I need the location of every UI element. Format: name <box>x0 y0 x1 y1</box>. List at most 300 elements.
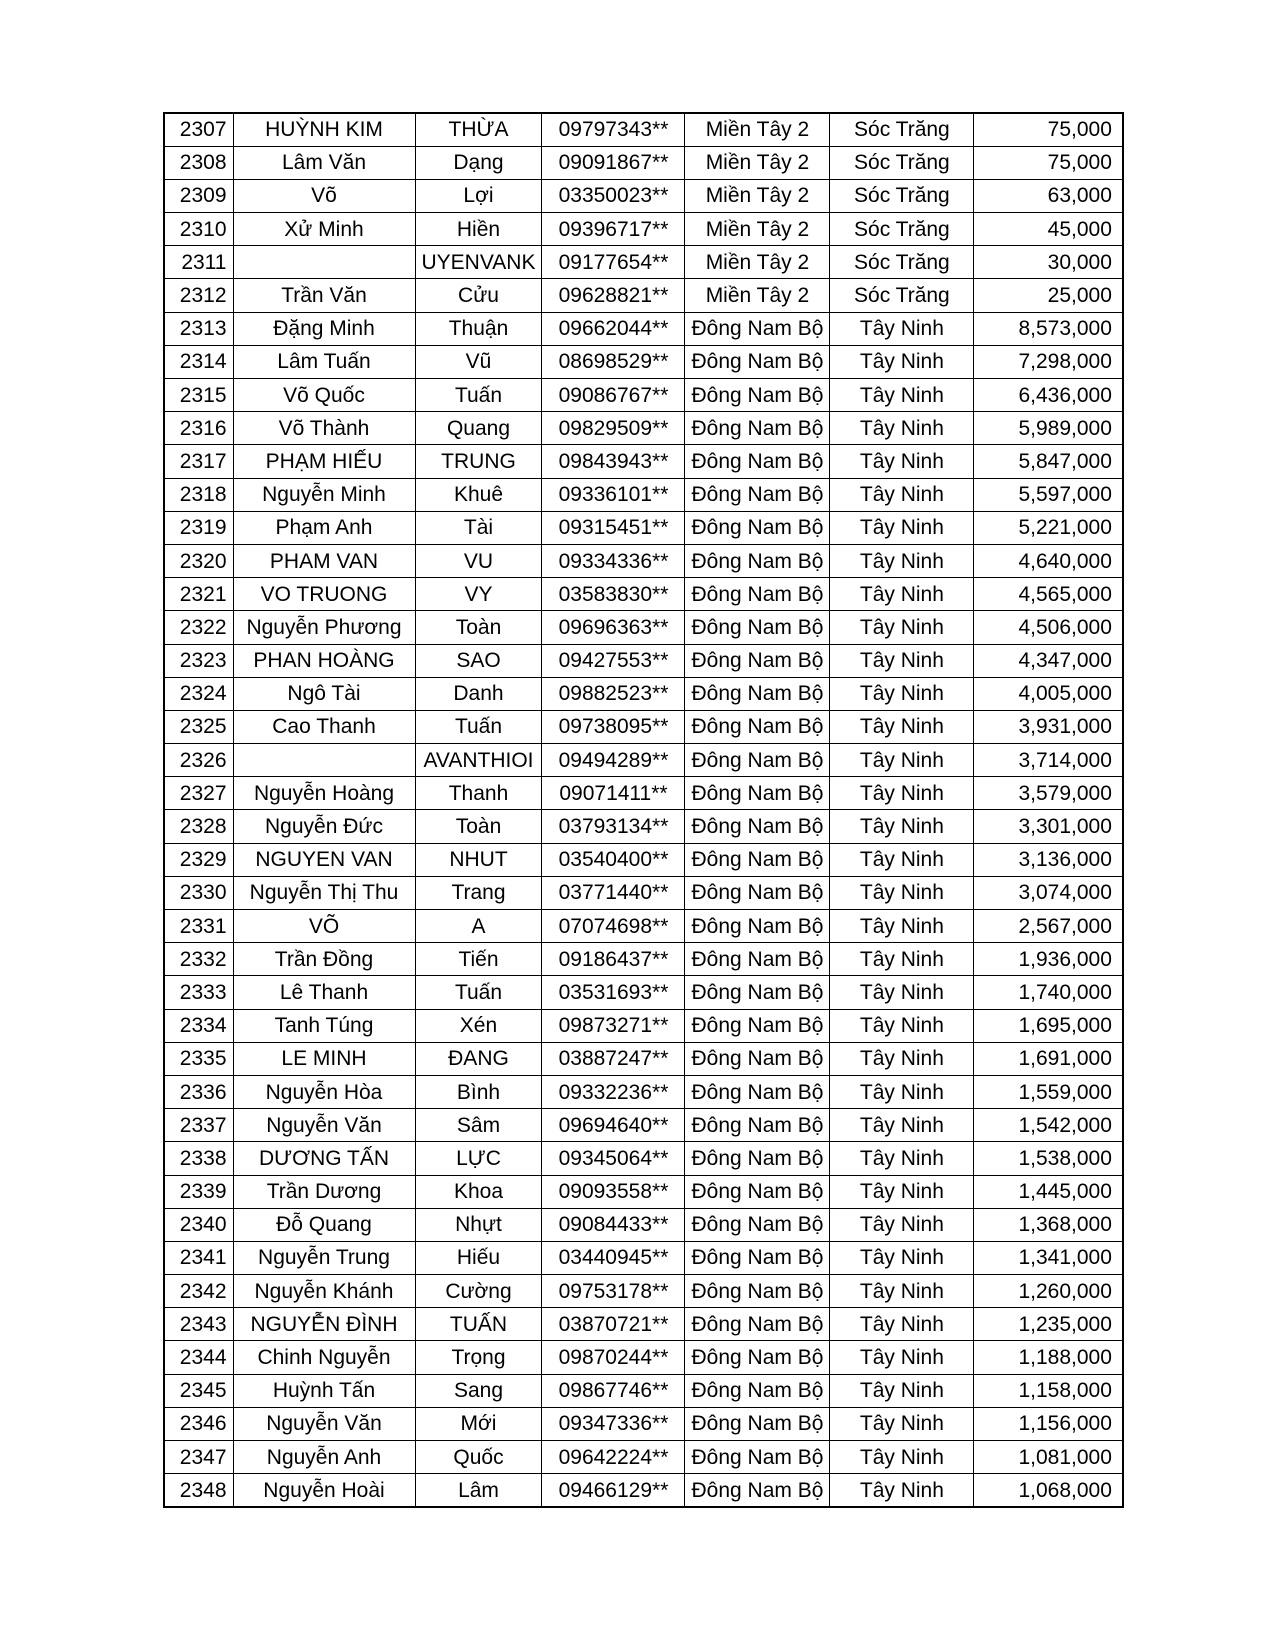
cell-id: 2321 <box>164 578 233 611</box>
cell-province: Tây Ninh <box>830 1175 974 1208</box>
table-row <box>164 843 1123 876</box>
cell-province: Tây Ninh <box>830 1009 974 1042</box>
cell-id: 2323 <box>164 644 233 677</box>
cell-amount: 63,000 <box>974 179 1123 212</box>
cell-phone: 09738095** <box>542 710 685 743</box>
cell-phone: 09662044** <box>542 312 685 345</box>
cell-amount: 5,989,000 <box>974 412 1123 445</box>
cell-family-name: Chinh Nguyễn <box>233 1341 415 1374</box>
table-row <box>164 1075 1123 1108</box>
cell-amount: 1,156,000 <box>974 1407 1123 1440</box>
table-row <box>164 511 1123 544</box>
table-row <box>164 710 1123 743</box>
cell-id: 2333 <box>164 976 233 1009</box>
cell-province: Sóc Trăng <box>830 179 974 212</box>
cell-amount: 1,158,000 <box>974 1374 1123 1407</box>
cell-amount: 1,081,000 <box>974 1441 1123 1474</box>
cell-id: 2346 <box>164 1407 233 1440</box>
cell-region: Đông Nam Bộ <box>685 412 830 445</box>
cell-amount: 1,936,000 <box>974 943 1123 976</box>
cell-province: Tây Ninh <box>830 611 974 644</box>
cell-province: Tây Ninh <box>830 1075 974 1108</box>
cell-region: Đông Nam Bộ <box>685 478 830 511</box>
cell-phone: 03887247** <box>542 1042 685 1075</box>
cell-region: Đông Nam Bộ <box>685 943 830 976</box>
cell-family-name: DƯƠNG TẤN <box>233 1142 415 1175</box>
cell-province: Sóc Trăng <box>830 113 974 146</box>
cell-phone: 09882523** <box>542 677 685 710</box>
cell-phone: 09753178** <box>542 1275 685 1308</box>
cell-phone: 09797343** <box>542 113 685 146</box>
cell-province: Tây Ninh <box>830 1407 974 1440</box>
cell-amount: 4,506,000 <box>974 611 1123 644</box>
cell-amount: 25,000 <box>974 279 1123 312</box>
cell-family-name: Huỳnh Tấn <box>233 1374 415 1407</box>
cell-family-name: Xử Minh <box>233 213 415 246</box>
cell-province: Tây Ninh <box>830 1241 974 1274</box>
cell-amount: 5,221,000 <box>974 511 1123 544</box>
cell-region: Đông Nam Bộ <box>685 544 830 577</box>
cell-id: 2348 <box>164 1474 233 1507</box>
cell-province: Tây Ninh <box>830 1142 974 1175</box>
cell-province: Tây Ninh <box>830 777 974 810</box>
cell-id: 2308 <box>164 146 233 179</box>
cell-family-name: Nguyễn Thị Thu <box>233 876 415 909</box>
cell-region: Đông Nam Bộ <box>685 1075 830 1108</box>
cell-id: 2335 <box>164 1042 233 1075</box>
cell-amount: 1,341,000 <box>974 1241 1123 1274</box>
cell-family-name: Lê Thanh <box>233 976 415 1009</box>
table-row <box>164 943 1123 976</box>
cell-province: Tây Ninh <box>830 1308 974 1341</box>
cell-family-name: Nguyễn Văn <box>233 1109 415 1142</box>
cell-given-name: Trọng <box>415 1341 542 1374</box>
cell-given-name: SAO <box>415 644 542 677</box>
cell-given-name: TUẤN <box>415 1308 542 1341</box>
cell-family-name: Cao Thanh <box>233 710 415 743</box>
cell-region: Miền Tây 2 <box>685 146 830 179</box>
cell-amount: 75,000 <box>974 113 1123 146</box>
cell-phone: 09867746** <box>542 1374 685 1407</box>
cell-phone: 09694640** <box>542 1109 685 1142</box>
cell-phone: 03870721** <box>542 1308 685 1341</box>
cell-id: 2347 <box>164 1441 233 1474</box>
cell-region: Đông Nam Bộ <box>685 810 830 843</box>
cell-id: 2309 <box>164 179 233 212</box>
cell-region: Đông Nam Bộ <box>685 876 830 909</box>
cell-province: Tây Ninh <box>830 312 974 345</box>
cell-amount: 1,695,000 <box>974 1009 1123 1042</box>
table-row <box>164 412 1123 445</box>
cell-region: Đông Nam Bộ <box>685 379 830 412</box>
cell-region: Đông Nam Bộ <box>685 1042 830 1075</box>
cell-id: 2328 <box>164 810 233 843</box>
table-row <box>164 644 1123 677</box>
cell-given-name: Trang <box>415 876 542 909</box>
cell-region: Đông Nam Bộ <box>685 843 830 876</box>
cell-region: Đông Nam Bộ <box>685 1109 830 1142</box>
cell-region: Đông Nam Bộ <box>685 345 830 378</box>
table-row <box>164 810 1123 843</box>
data-table <box>163 112 1124 1508</box>
cell-id: 2312 <box>164 279 233 312</box>
cell-id: 2319 <box>164 511 233 544</box>
cell-given-name: Khuê <box>415 478 542 511</box>
cell-phone: 09334336** <box>542 544 685 577</box>
cell-given-name: Sang <box>415 1374 542 1407</box>
cell-family-name: Nguyễn Minh <box>233 478 415 511</box>
cell-amount: 4,640,000 <box>974 544 1123 577</box>
cell-phone: 09466129** <box>542 1474 685 1507</box>
cell-phone: 09873271** <box>542 1009 685 1042</box>
cell-phone: 08698529** <box>542 345 685 378</box>
cell-given-name: LỰC <box>415 1142 542 1175</box>
table-row <box>164 876 1123 909</box>
cell-province: Tây Ninh <box>830 1042 974 1075</box>
cell-family-name: Đỗ Quang <box>233 1208 415 1241</box>
cell-region: Đông Nam Bộ <box>685 1308 830 1341</box>
cell-id: 2344 <box>164 1341 233 1374</box>
cell-amount: 1,542,000 <box>974 1109 1123 1142</box>
cell-province: Tây Ninh <box>830 345 974 378</box>
cell-id: 2327 <box>164 777 233 810</box>
table-body <box>164 113 1123 1507</box>
cell-amount: 7,298,000 <box>974 345 1123 378</box>
cell-given-name: Nhựt <box>415 1208 542 1241</box>
cell-amount: 3,136,000 <box>974 843 1123 876</box>
table-row <box>164 179 1123 212</box>
cell-phone: 09396717** <box>542 213 685 246</box>
cell-given-name: Vũ <box>415 345 542 378</box>
cell-family-name: Võ <box>233 179 415 212</box>
cell-id: 2322 <box>164 611 233 644</box>
cell-province: Tây Ninh <box>830 1474 974 1507</box>
cell-phone: 09091867** <box>542 146 685 179</box>
cell-family-name: Phạm Anh <box>233 511 415 544</box>
table-row <box>164 1374 1123 1407</box>
cell-phone: 09345064** <box>542 1142 685 1175</box>
cell-region: Đông Nam Bộ <box>685 1175 830 1208</box>
cell-id: 2313 <box>164 312 233 345</box>
table-row <box>164 1407 1123 1440</box>
cell-given-name: Tuấn <box>415 379 542 412</box>
cell-amount: 1,068,000 <box>974 1474 1123 1507</box>
cell-id: 2338 <box>164 1142 233 1175</box>
cell-province: Tây Ninh <box>830 943 974 976</box>
cell-given-name: Tài <box>415 511 542 544</box>
cell-region: Đông Nam Bộ <box>685 445 830 478</box>
cell-given-name: A <box>415 910 542 943</box>
cell-phone: 09628821** <box>542 279 685 312</box>
cell-phone: 03540400** <box>542 843 685 876</box>
cell-amount: 1,740,000 <box>974 976 1123 1009</box>
cell-id: 2336 <box>164 1075 233 1108</box>
cell-given-name: Dạng <box>415 146 542 179</box>
cell-region: Đông Nam Bộ <box>685 1009 830 1042</box>
cell-given-name: Khoa <box>415 1175 542 1208</box>
cell-province: Sóc Trăng <box>830 146 974 179</box>
cell-region: Đông Nam Bộ <box>685 611 830 644</box>
cell-id: 2339 <box>164 1175 233 1208</box>
cell-region: Đông Nam Bộ <box>685 710 830 743</box>
cell-family-name: Nguyễn Khánh <box>233 1275 415 1308</box>
cell-province: Tây Ninh <box>830 1208 974 1241</box>
cell-family-name: Nguyễn Anh <box>233 1441 415 1474</box>
cell-province: Tây Ninh <box>830 843 974 876</box>
cell-family-name: PHAN HOÀNG <box>233 644 415 677</box>
cell-given-name: Thuận <box>415 312 542 345</box>
cell-given-name: Cửu <box>415 279 542 312</box>
table-row <box>164 1474 1123 1507</box>
cell-given-name: Mới <box>415 1407 542 1440</box>
cell-region: Đông Nam Bộ <box>685 910 830 943</box>
cell-region: Đông Nam Bộ <box>685 677 830 710</box>
cell-phone: 03531693** <box>542 976 685 1009</box>
cell-id: 2343 <box>164 1308 233 1341</box>
cell-region: Đông Nam Bộ <box>685 644 830 677</box>
cell-family-name <box>233 744 415 777</box>
cell-family-name: NGUYỄN ĐÌNH <box>233 1308 415 1341</box>
cell-province: Tây Ninh <box>830 379 974 412</box>
cell-amount: 3,579,000 <box>974 777 1123 810</box>
cell-id: 2314 <box>164 345 233 378</box>
table-row <box>164 578 1123 611</box>
table-row <box>164 1009 1123 1042</box>
cell-phone: 09870244** <box>542 1341 685 1374</box>
cell-given-name: Sâm <box>415 1109 542 1142</box>
cell-family-name: Nguyễn Hoàng <box>233 777 415 810</box>
cell-phone: 09696363** <box>542 611 685 644</box>
cell-province: Sóc Trăng <box>830 246 974 279</box>
cell-family-name: Trần Văn <box>233 279 415 312</box>
cell-province: Tây Ninh <box>830 1341 974 1374</box>
table-row <box>164 279 1123 312</box>
cell-phone: 09494289** <box>542 744 685 777</box>
cell-given-name: AVANTHIOI <box>415 744 542 777</box>
cell-family-name: Ngô Tài <box>233 677 415 710</box>
cell-phone: 09642224** <box>542 1441 685 1474</box>
table-row <box>164 312 1123 345</box>
cell-region: Đông Nam Bộ <box>685 1407 830 1440</box>
cell-province: Tây Ninh <box>830 1441 974 1474</box>
cell-amount: 2,567,000 <box>974 910 1123 943</box>
cell-amount: 75,000 <box>974 146 1123 179</box>
cell-amount: 5,597,000 <box>974 478 1123 511</box>
cell-id: 2345 <box>164 1374 233 1407</box>
cell-province: Tây Ninh <box>830 544 974 577</box>
cell-family-name: PHẠM HIẾU <box>233 445 415 478</box>
cell-amount: 1,538,000 <box>974 1142 1123 1175</box>
cell-province: Sóc Trăng <box>830 213 974 246</box>
cell-given-name: Hiền <box>415 213 542 246</box>
cell-region: Miền Tây 2 <box>685 246 830 279</box>
cell-amount: 5,847,000 <box>974 445 1123 478</box>
table-row <box>164 213 1123 246</box>
cell-given-name: ĐANG <box>415 1042 542 1075</box>
cell-given-name: Danh <box>415 677 542 710</box>
table-row <box>164 345 1123 378</box>
cell-region: Miền Tây 2 <box>685 179 830 212</box>
cell-amount: 1,235,000 <box>974 1308 1123 1341</box>
cell-region: Đông Nam Bộ <box>685 1474 830 1507</box>
table-row <box>164 1441 1123 1474</box>
cell-province: Tây Ninh <box>830 478 974 511</box>
table-row <box>164 1275 1123 1308</box>
cell-phone: 09336101** <box>542 478 685 511</box>
cell-amount: 4,565,000 <box>974 578 1123 611</box>
cell-phone: 09347336** <box>542 1407 685 1440</box>
cell-phone: 09093558** <box>542 1175 685 1208</box>
cell-amount: 3,931,000 <box>974 710 1123 743</box>
cell-province: Sóc Trăng <box>830 279 974 312</box>
cell-amount: 1,559,000 <box>974 1075 1123 1108</box>
table-row <box>164 611 1123 644</box>
cell-given-name: VU <box>415 544 542 577</box>
cell-family-name: PHAM VAN <box>233 544 415 577</box>
cell-province: Tây Ninh <box>830 644 974 677</box>
cell-amount: 30,000 <box>974 246 1123 279</box>
cell-phone: 03350023** <box>542 179 685 212</box>
cell-id: 2340 <box>164 1208 233 1241</box>
cell-region: Đông Nam Bộ <box>685 744 830 777</box>
cell-province: Tây Ninh <box>830 1109 974 1142</box>
cell-id: 2342 <box>164 1275 233 1308</box>
cell-amount: 6,436,000 <box>974 379 1123 412</box>
cell-region: Đông Nam Bộ <box>685 1341 830 1374</box>
cell-family-name: Nguyễn Văn <box>233 1407 415 1440</box>
cell-id: 2334 <box>164 1009 233 1042</box>
cell-amount: 3,714,000 <box>974 744 1123 777</box>
cell-family-name: Lâm Văn <box>233 146 415 179</box>
cell-phone: 03440945** <box>542 1241 685 1274</box>
table-row <box>164 113 1123 146</box>
cell-family-name: Nguyễn Hoài <box>233 1474 415 1507</box>
table-row <box>164 1175 1123 1208</box>
cell-region: Đông Nam Bộ <box>685 511 830 544</box>
cell-family-name: Trần Đồng <box>233 943 415 976</box>
cell-given-name: Thanh <box>415 777 542 810</box>
cell-phone: 07074698** <box>542 910 685 943</box>
cell-family-name: Nguyễn Phương <box>233 611 415 644</box>
cell-province: Tây Ninh <box>830 412 974 445</box>
cell-id: 2326 <box>164 744 233 777</box>
table-row <box>164 1042 1123 1075</box>
cell-phone: 09084433** <box>542 1208 685 1241</box>
cell-given-name: VY <box>415 578 542 611</box>
cell-amount: 1,368,000 <box>974 1208 1123 1241</box>
cell-id: 2331 <box>164 910 233 943</box>
cell-id: 2310 <box>164 213 233 246</box>
cell-id: 2341 <box>164 1241 233 1274</box>
cell-given-name: Toàn <box>415 810 542 843</box>
cell-id: 2317 <box>164 445 233 478</box>
cell-region: Đông Nam Bộ <box>685 1374 830 1407</box>
cell-province: Tây Ninh <box>830 976 974 1009</box>
cell-province: Tây Ninh <box>830 810 974 843</box>
cell-region: Đông Nam Bộ <box>685 976 830 1009</box>
cell-id: 2324 <box>164 677 233 710</box>
cell-phone: 09315451** <box>542 511 685 544</box>
cell-amount: 1,445,000 <box>974 1175 1123 1208</box>
table-row <box>164 1308 1123 1341</box>
table-row <box>164 777 1123 810</box>
cell-given-name: Quang <box>415 412 542 445</box>
cell-province: Tây Ninh <box>830 910 974 943</box>
table-row <box>164 544 1123 577</box>
cell-id: 2329 <box>164 843 233 876</box>
cell-province: Tây Ninh <box>830 1374 974 1407</box>
cell-given-name: Lợi <box>415 179 542 212</box>
table-row <box>164 478 1123 511</box>
cell-family-name: VO TRUONG <box>233 578 415 611</box>
cell-family-name: Lâm Tuấn <box>233 345 415 378</box>
cell-id: 2330 <box>164 876 233 909</box>
cell-given-name: Quốc <box>415 1441 542 1474</box>
cell-id: 2325 <box>164 710 233 743</box>
cell-given-name: Lâm <box>415 1474 542 1507</box>
cell-phone: 09071411** <box>542 777 685 810</box>
cell-amount: 1,260,000 <box>974 1275 1123 1308</box>
cell-province: Tây Ninh <box>830 578 974 611</box>
table-row <box>164 1341 1123 1374</box>
cell-phone: 03583830** <box>542 578 685 611</box>
cell-family-name: VÕ <box>233 910 415 943</box>
cell-given-name: Xén <box>415 1009 542 1042</box>
cell-province: Tây Ninh <box>830 1275 974 1308</box>
cell-id: 2337 <box>164 1109 233 1142</box>
cell-phone: 03793134** <box>542 810 685 843</box>
table-row <box>164 744 1123 777</box>
cell-phone: 09829509** <box>542 412 685 445</box>
table-row <box>164 976 1123 1009</box>
cell-id: 2316 <box>164 412 233 445</box>
cell-amount: 8,573,000 <box>974 312 1123 345</box>
cell-region: Miền Tây 2 <box>685 113 830 146</box>
cell-region: Miền Tây 2 <box>685 279 830 312</box>
cell-amount: 3,074,000 <box>974 876 1123 909</box>
table-row <box>164 445 1123 478</box>
table-row <box>164 1208 1123 1241</box>
cell-id: 2307 <box>164 113 233 146</box>
cell-phone: 09186437** <box>542 943 685 976</box>
cell-family-name: HUỲNH KIM <box>233 113 415 146</box>
cell-amount: 1,188,000 <box>974 1341 1123 1374</box>
cell-given-name: Tiến <box>415 943 542 976</box>
cell-family-name: Trần Dương <box>233 1175 415 1208</box>
cell-given-name: UYENVANK <box>415 246 542 279</box>
cell-region: Đông Nam Bộ <box>685 1441 830 1474</box>
cell-region: Đông Nam Bộ <box>685 1208 830 1241</box>
cell-amount: 45,000 <box>974 213 1123 246</box>
cell-family-name <box>233 246 415 279</box>
cell-region: Đông Nam Bộ <box>685 1241 830 1274</box>
table-row <box>164 146 1123 179</box>
cell-family-name: Nguyễn Trung <box>233 1241 415 1274</box>
cell-amount: 3,301,000 <box>974 810 1123 843</box>
cell-region: Đông Nam Bộ <box>685 312 830 345</box>
cell-given-name: Bình <box>415 1075 542 1108</box>
cell-id: 2315 <box>164 379 233 412</box>
cell-region: Đông Nam Bộ <box>685 777 830 810</box>
cell-family-name: Võ Thành <box>233 412 415 445</box>
cell-family-name: Đặng Minh <box>233 312 415 345</box>
cell-id: 2311 <box>164 246 233 279</box>
cell-province: Tây Ninh <box>830 876 974 909</box>
cell-family-name: Nguyễn Đức <box>233 810 415 843</box>
cell-amount: 4,347,000 <box>974 644 1123 677</box>
table-row <box>164 1142 1123 1175</box>
cell-family-name: Tanh Túng <box>233 1009 415 1042</box>
